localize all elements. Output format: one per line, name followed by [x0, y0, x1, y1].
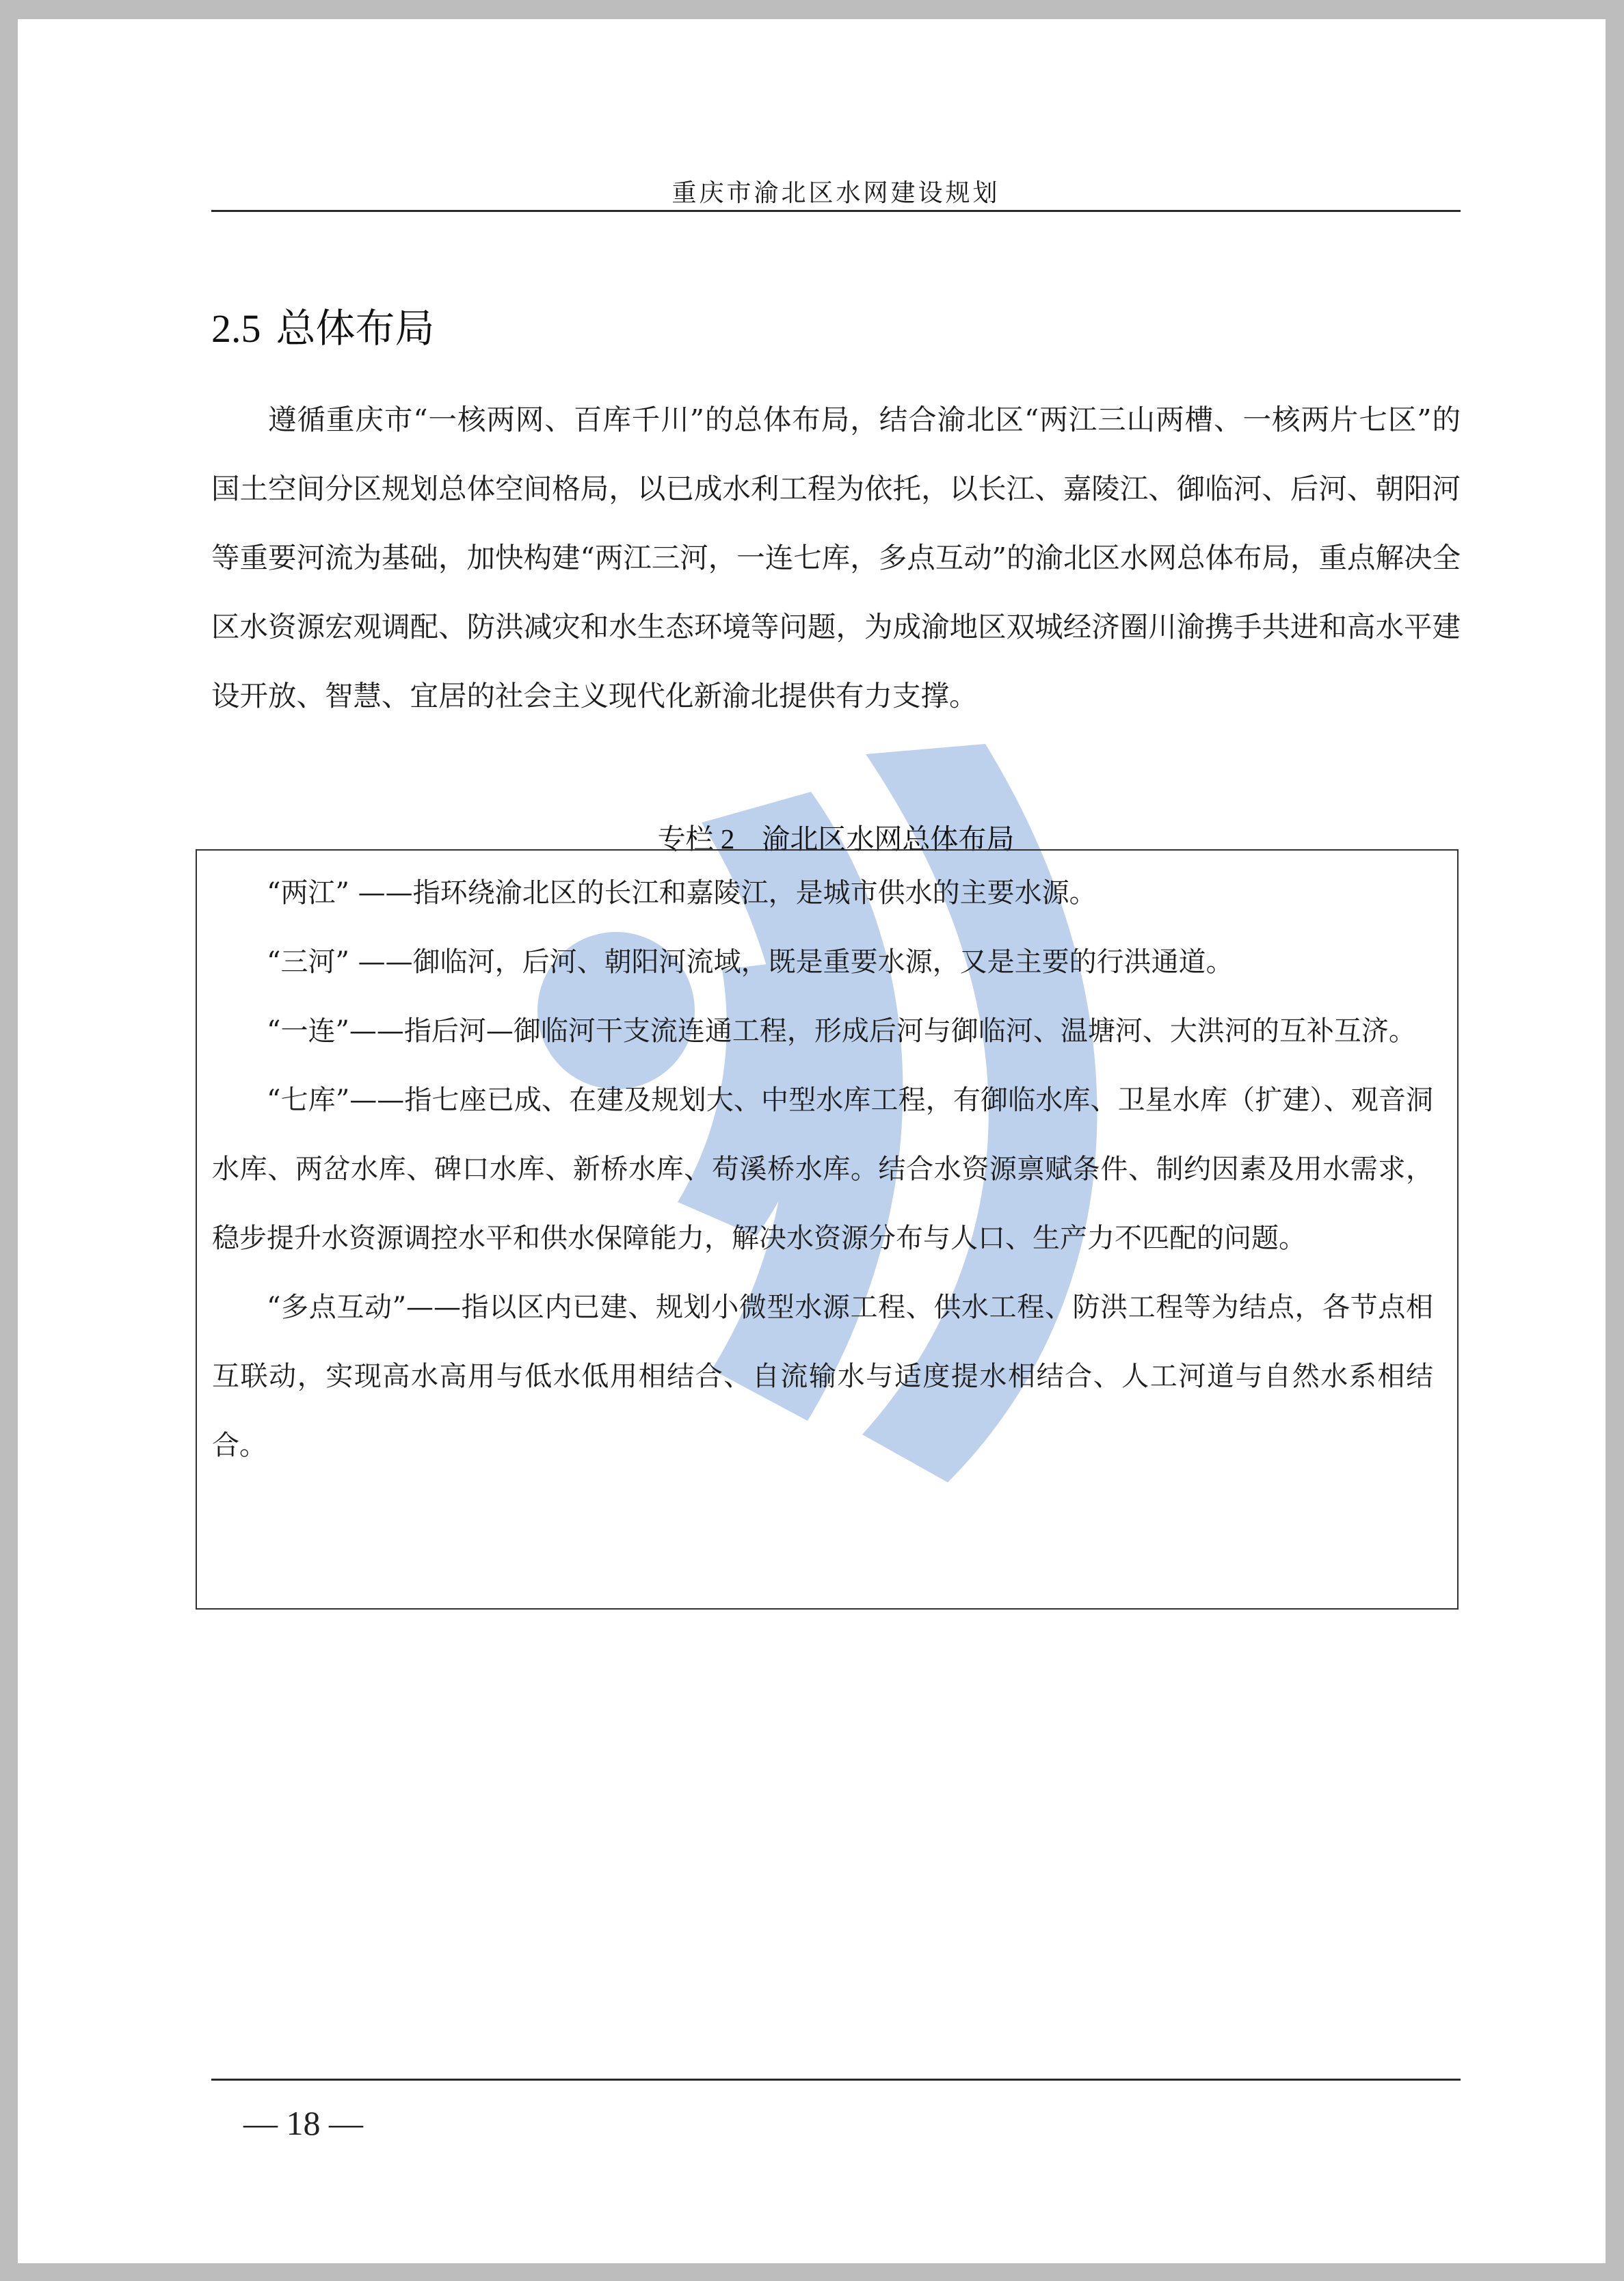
column-item-duodian: “多点互动”——指以区内已建、规划小微型水源工程、供水工程、防洪工程等为结点，各节点相互联动，实现高水高用与低水低用相结合、自流输水与适度提水相结合、人工河道与自然水系相结合。: [212, 1292, 1433, 1461]
column-item-yilian: “一连”——指后河—御临河干支流连通工程，形成后河与御临河、温塘河、大洪河的互补互济。: [267, 1015, 1416, 1047]
running-header: 重庆市渝北区水网建设规划: [671, 179, 1000, 207]
column-item-liangjiang: “两江” ——指环绕渝北区的长江和嘉陵江，是城市供水的主要水源。: [267, 877, 1097, 909]
column-item-qiku: “七库”——指七座已成、在建及规划大、中型水库工程，有御临水库、卫星水库（扩建）、观音洞水库、两岔水库、碑口水库、新桥水库、苟溪桥水库。结合水资源禀赋条件、制约因素及用水需求，稳步提升水资源调控水平和供水保障能力，解决水资源分布与人口、生产力不匹配的问题。: [212, 1084, 1433, 1254]
column-item-sanhe: “三河” ——御临河，后河、朝阳河流域，既是重要水源，又是主要的行洪通道。: [267, 946, 1234, 978]
section-heading: [211, 296, 435, 354]
footer-rule: [211, 2079, 1461, 2081]
header-rule: [211, 210, 1461, 212]
column-title-text: 渝北区水网总体布局: [762, 823, 1015, 855]
page-number: — 18 —: [243, 2104, 363, 2142]
column-label: 专栏 2: [657, 823, 735, 855]
column-box: [196, 849, 1459, 1610]
document-page: [18, 19, 1606, 2263]
section-number: 2.5: [211, 306, 261, 351]
body-paragraph: 遵循重庆市“一核两网、百库千川”的总体布局，结合渝北区“两江三山两槽、一核两片七区”的国土空间分区规划总体空间格局，以已成水利工程为依托，以长江、嘉陵江、御临河、后河、朝阳河等重要河流为基础，加快构建“两江三河，一连七库，多点互动”的渝北区水网总体布局，重点解决全区水资源宏观调配、防洪减灾和水生态环境等问题，为成渝地区双城经济圈川渝携手共进和高水平建设开放、智慧、宜居的社会主义现代化新渝北提供有力支撑。: [211, 403, 1461, 712]
section-title: 总体布局: [276, 305, 435, 351]
